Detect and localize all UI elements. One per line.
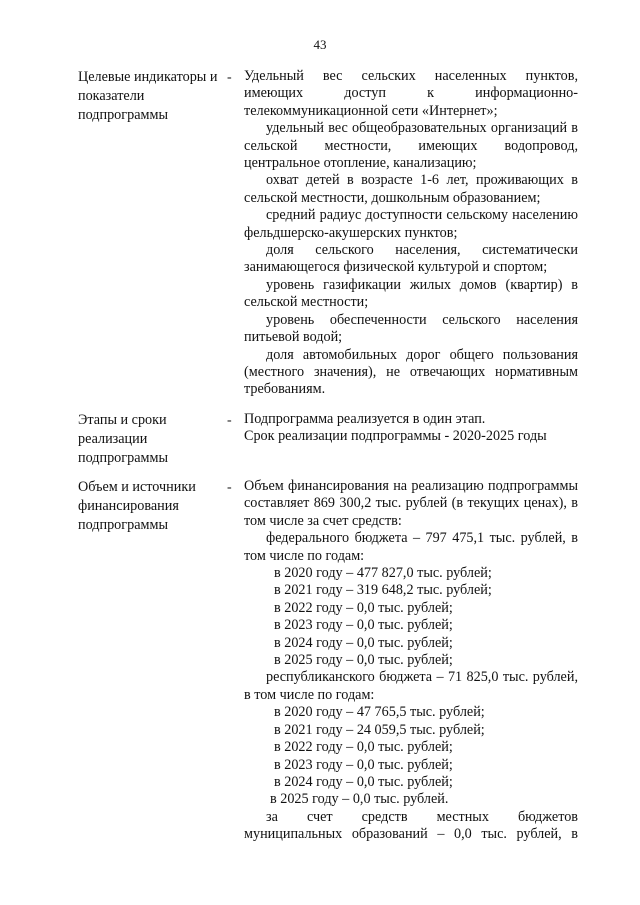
year-line: в 2022 году – 0,0 тыс. рублей; — [274, 739, 453, 756]
section-dash: - — [227, 70, 232, 85]
section-content — [244, 478, 578, 844]
year-line: в 2021 году – 319 648,2 тыс. рублей; — [274, 582, 492, 599]
list-item: доля сельского населения, систематически занимающегося физической культурой и спортом; — [244, 242, 578, 276]
section-content — [244, 411, 578, 446]
list-item: уровень обеспеченности сельского населения питьевой водой; — [244, 311, 578, 346]
funding-republic: республиканского бюджета – 71 825,0 тыс. рублей, в том числе по годам: — [244, 669, 578, 703]
list-item: доля автомобильных дорог общего пользования (местного значения), не отвечающих нормативным требованиям. — [244, 346, 578, 398]
section-label: Этапы и сроки реализации подпрограммы — [78, 412, 168, 466]
list-item: охват детей в возрасте 1-6 лет, проживающих в сельской местности, дошкольным образованием; — [244, 172, 578, 206]
section-label: Целевые индикаторы и показатели подпрограммы — [78, 69, 218, 123]
year-line: в 2023 году – 0,0 тыс. рублей; — [274, 756, 453, 773]
year-line: в 2020 году – 477 827,0 тыс. рублей; — [274, 565, 492, 582]
funding-local: за счет средств местных бюджетов — [266, 808, 578, 825]
funding-federal: федерального бюджета – 797 475,1 тыс. рублей, в том числе по годам: — [244, 530, 578, 564]
section-content — [244, 68, 578, 399]
year-line: в 2022 году – 0,0 тыс. рублей; — [274, 599, 453, 616]
list-item: удельный вес общеобразовательных организаций в сельской местности, имеющих водопровод, центральное отопление, канализацию; — [244, 120, 578, 172]
funding-intro: Объем финансирования на реализацию подпрограммы составляет 869 300,2 тыс. рублей (в текущих ценах), в том числе за счет средств: — [244, 478, 578, 529]
year-line: в 2025 году – 0,0 тыс. рублей. — [270, 791, 449, 808]
section-dash: - — [227, 413, 232, 428]
stages-line: Срок реализации подпрограммы - 2020-2025 годы — [244, 428, 547, 445]
list-item: Удельный вес сельских населенных пунктов, имеющих доступ к информационно-телекоммуникационной сети «Интернет»; — [244, 68, 578, 119]
year-line: в 2023 году – 0,0 тыс. рублей; — [274, 617, 453, 634]
page-number: 43 — [313, 37, 327, 52]
section-label: Объем и источники финансирования подпрограммы — [78, 479, 196, 533]
section-dash: - — [227, 480, 232, 495]
year-line: в 2024 году – 0,0 тыс. рублей; — [274, 634, 453, 651]
stages-line: Подпрограмма реализуется в один этап. — [244, 411, 486, 427]
year-line: в 2021 году – 24 059,5 тыс. рублей; — [274, 721, 485, 738]
year-line: в 2020 году – 47 765,5 тыс. рублей; — [274, 704, 485, 721]
funding-local-cont: муниципальных образований – 0,0 тыс. рублей, в — [244, 826, 578, 843]
year-line: в 2024 году – 0,0 тыс. рублей; — [274, 773, 453, 790]
year-line: в 2025 году – 0,0 тыс. рублей; — [274, 652, 453, 669]
list-item: уровень газификации жилых домов (квартир) в сельской местности; — [244, 276, 578, 311]
list-item: средний радиус доступности сельскому населению фельдшерско-акушерских пунктов; — [244, 207, 578, 241]
